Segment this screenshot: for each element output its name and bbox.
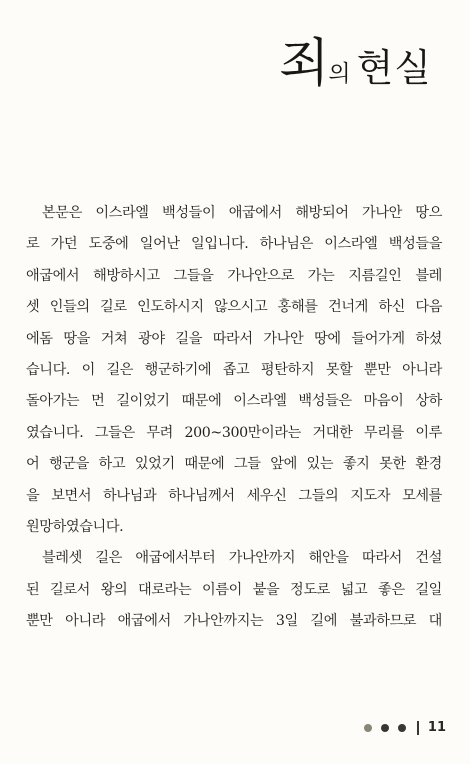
text-line: 였습니다. 그들은 무려 200~300만이라는 거대한 무리를 이루 <box>26 424 442 441</box>
text-line: 로 가던 도중에 일어난 일입니다. 하나님은 이스라엘 백성들을 <box>26 236 442 253</box>
paragraph-1 <box>26 198 442 543</box>
chapter-title-part1: 죄 <box>279 34 328 94</box>
chapter-title-part3: 현실 <box>356 46 432 90</box>
chapter-title-part2: 의 <box>328 61 351 87</box>
text-line: 돌아가는 먼 길이었기 때문에 이스라엘 백성들은 마음이 상하 <box>26 393 442 410</box>
text-line: 에돔 땅을 거쳐 광야 길을 따라서 가나안 땅에 들어가게 하셨 <box>26 330 442 347</box>
dot-icon <box>364 724 372 732</box>
text-line: 을 보면서 하나님과 하나님께서 세우신 그들의 지도자 모세를 <box>26 487 442 504</box>
body-text <box>26 198 442 638</box>
text-line: 뿐만 아니라 애굽에서 가나안까지는 3일 길에 불과하므로 대 <box>26 613 442 630</box>
text-line: 애굽에서 해방하시고 그들을 가나안으로 가는 지름길인 블레 <box>26 267 442 284</box>
text-line: 습니다. 이 길은 행군하기에 좁고 평탄하지 못할 뿐만 아니라 <box>26 362 442 379</box>
text-line: 된 길로서 왕의 대로라는 이름이 붙을 정도로 넓고 좋은 길일 <box>26 581 442 598</box>
dot-icon <box>398 724 406 732</box>
text-line: 어 행군을 하고 있었기 때문에 그들 앞에 있는 좋지 못한 환경 <box>26 456 442 473</box>
dot-icon <box>381 724 389 732</box>
text-line: 본문은 이스라엘 백성들이 애굽에서 해방되어 가나안 땅으 <box>42 205 442 221</box>
chapter-title <box>279 34 432 94</box>
text-line: 원망하였습니다. <box>26 519 124 536</box>
paragraph-2 <box>26 543 442 637</box>
page-number: 11 <box>427 720 446 735</box>
text-line: 셋 인들의 길로 인도하시지 않으시고 홍해를 건너게 하신 다음 <box>26 299 442 316</box>
text-line: 블레셋 길은 애굽에서부터 가나안까지 해안을 따라서 건설 <box>42 550 442 567</box>
divider <box>417 721 419 735</box>
page-footer <box>364 720 446 735</box>
